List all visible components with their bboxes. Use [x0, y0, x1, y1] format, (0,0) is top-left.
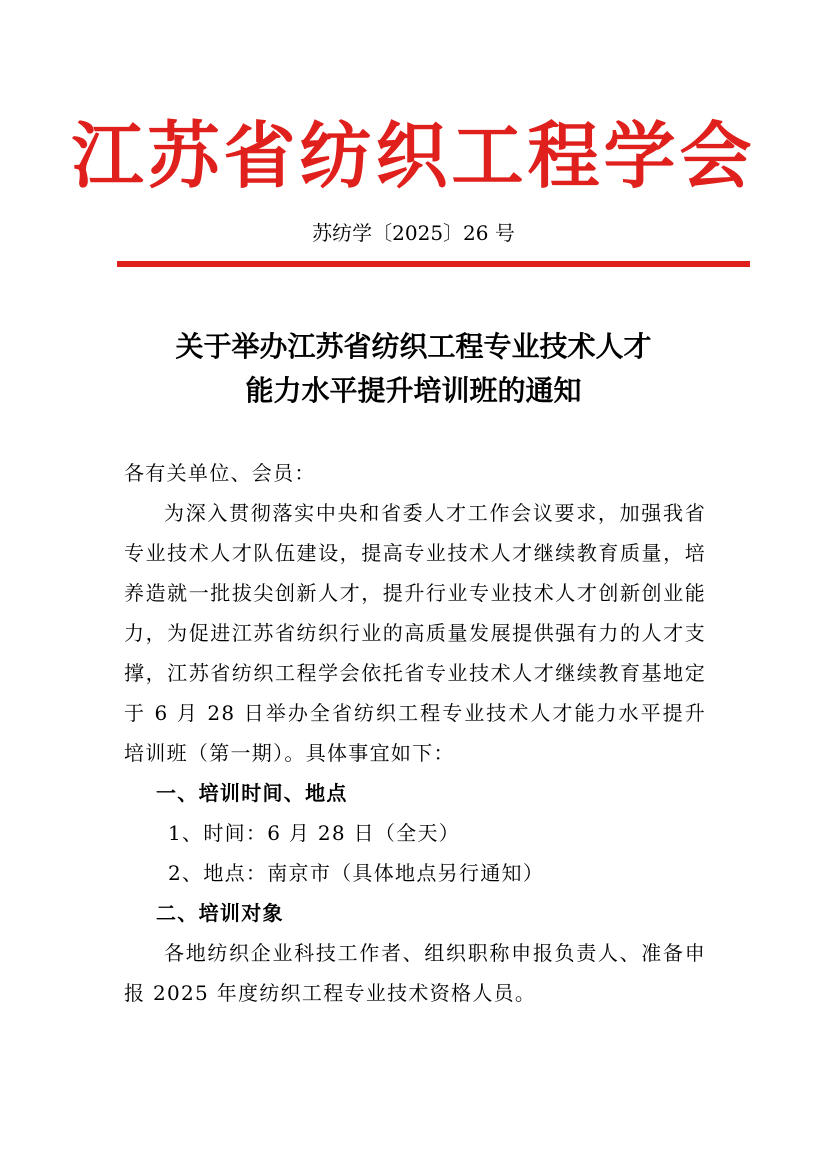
section-1-item-location: 2、地点：南京市（具体地点另行通知） [168, 861, 545, 885]
organization-title: 江苏省纺织工程学会 [71, 113, 756, 198]
document-number: 苏纺学〔2025〕26 号 [312, 221, 515, 245]
red-divider-line [117, 261, 750, 267]
section-2-paragraph: 各地纺织企业科技工作者、组织职称申报负责人、准备申报 2025 年度纺织工程专业技术资格人员。 [124, 941, 706, 1005]
intro-paragraph: 为深入贯彻落实中央和省委人才工作会议要求，加强我省专业技术人才队伍建设，提高专业技术人才继续教育质量，培养造就一批拔尖创新人才，提升行业专业技术人才创新创业能力，为促进江苏省纺织行业的高质量发展提供强有力的人才支撑，江苏省纺织工程学会依托省专业技术人才继续教育基地定于 6 月 28 日举办全省纺织工程专业技术人才能力水平提升培训班（第一期）。具体事宜如下： [124, 501, 706, 765]
salutation: 各有关单位、会员： [124, 461, 316, 485]
notice-title-line-1: 关于举办江苏省纺织工程专业技术人才 [175, 330, 652, 363]
section-1-heading: 一、培训时间、地点 [156, 781, 348, 805]
notice-title [100, 325, 727, 413]
notice-body [124, 453, 706, 1013]
section-2-heading: 二、培训对象 [156, 901, 284, 925]
notice-title-line-2: 能力水平提升培训班的通知 [245, 374, 582, 407]
section-1-item-time: 1、时间：6 月 28 日（全天） [168, 821, 461, 845]
